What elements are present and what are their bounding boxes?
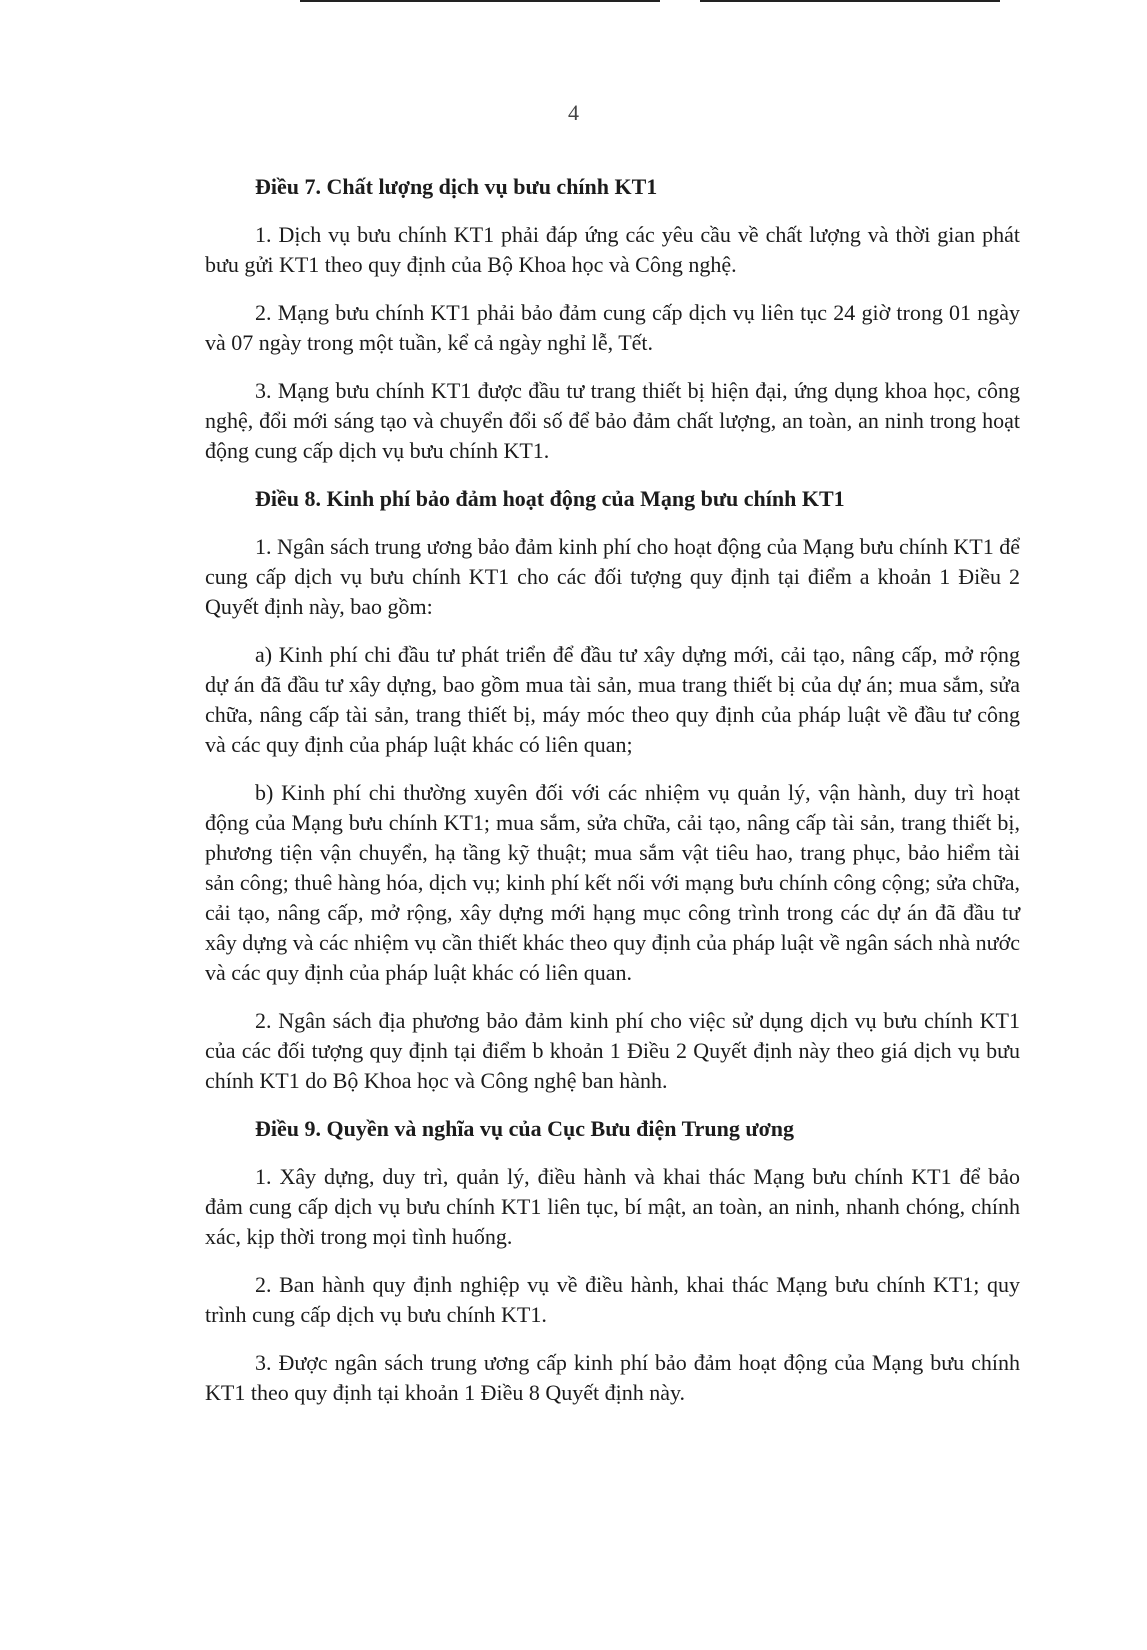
article-8-heading: Điều 8. Kinh phí bảo đảm hoạt động của Mạng bưu chính KT1 (255, 486, 845, 511)
article-8-paragraph: 1. Ngân sách trung ương bảo đảm kinh phí cho hoạt động của Mạng bưu chính KT1 để cung cấp dịch vụ bưu chính KT1 cho các đối tượng quy định tại điểm a khoản 1 Điều 2 Quyết định này, bao gồm: (205, 534, 1020, 619)
article-9-paragraph: 3. Được ngân sách trung ương cấp kinh phí bảo đảm hoạt động của Mạng bưu chính KT1 theo quy định tại khoản 1 Điều 8 Quyết định này. (205, 1350, 1020, 1405)
article-7-paragraph: 1. Dịch vụ bưu chính KT1 phải đáp ứng các yêu cầu về chất lượng và thời gian phát bưu gửi KT1 theo quy định của Bộ Khoa học và Công nghệ. (205, 222, 1020, 277)
article-9-paragraph: 1. Xây dựng, duy trì, quản lý, điều hành và khai thác Mạng bưu chính KT1 để bảo đảm cung cấp dịch vụ bưu chính KT1 liên tục, bí mật, an toàn, an ninh, nhanh chóng, chính xác, kịp thời trong mọi tình huống. (205, 1164, 1020, 1249)
article-8-paragraph: 2. Ngân sách địa phương bảo đảm kinh phí cho việc sử dụng dịch vụ bưu chính KT1 của các đối tượng quy định tại điểm b khoản 1 Điều 2 Quyết định này theo giá dịch vụ bưu chính KT1 do Bộ Khoa học và Công nghệ ban hành. (205, 1008, 1020, 1093)
article-7-paragraph: 2. Mạng bưu chính KT1 phải bảo đảm cung cấp dịch vụ liên tục 24 giờ trong 01 ngày và 07 ngày trong một tuần, kể cả ngày nghỉ lễ, Tết. (205, 300, 1020, 355)
document-body (205, 172, 1020, 1426)
scan-edge-line-left (300, 0, 660, 2)
article-8-paragraph: a) Kinh phí chi đầu tư phát triển để đầu tư xây dựng mới, cải tạo, nâng cấp, mở rộng dự án đã đầu tư xây dựng, bao gồm mua tài sản, mua trang thiết bị của dự án; mua sắm, sửa chữa, nâng cấp tài sản, trang thiết bị, máy móc theo quy định của pháp luật về đầu tư công và các quy định của pháp luật khác có liên quan; (205, 642, 1020, 757)
article-7-heading: Điều 7. Chất lượng dịch vụ bưu chính KT1 (255, 174, 658, 199)
article-7-paragraph: 3. Mạng bưu chính KT1 được đầu tư trang thiết bị hiện đại, ứng dụng khoa học, công nghệ, đổi mới sáng tạo và chuyển đổi số để bảo đảm chất lượng, an toàn, an ninh trong hoạt động cung cấp dịch vụ bưu chính KT1. (205, 378, 1020, 463)
article-9-paragraph: 2. Ban hành quy định nghiệp vụ về điều hành, khai thác Mạng bưu chính KT1; quy trình cung cấp dịch vụ bưu chính KT1. (205, 1272, 1020, 1327)
scan-edge-line-right (700, 0, 1000, 2)
page-number: 4 (568, 100, 579, 125)
article-8-paragraph: b) Kinh phí chi thường xuyên đối với các nhiệm vụ quản lý, vận hành, duy trì hoạt động của Mạng bưu chính KT1; mua sắm, sửa chữa, cải tạo, nâng cấp tài sản, trang thiết bị, phương tiện vận chuyển, hạ tầng kỹ thuật; mua sắm vật tiêu hao, trang phục, bảo hiểm tài sản công; thuê hàng hóa, dịch vụ; kinh phí kết nối với mạng bưu chính công cộng; sửa chữa, cải tạo, nâng cấp, mở rộng, xây dựng mới hạng mục công trình trong các dự án đã đầu tư xây dựng và các nhiệm vụ cần thiết khác theo quy định của pháp luật về ngân sách nhà nước và các quy định của pháp luật khác có liên quan. (205, 780, 1020, 985)
article-9-heading: Điều 9. Quyền và nghĩa vụ của Cục Bưu điện Trung ương (255, 1116, 795, 1141)
